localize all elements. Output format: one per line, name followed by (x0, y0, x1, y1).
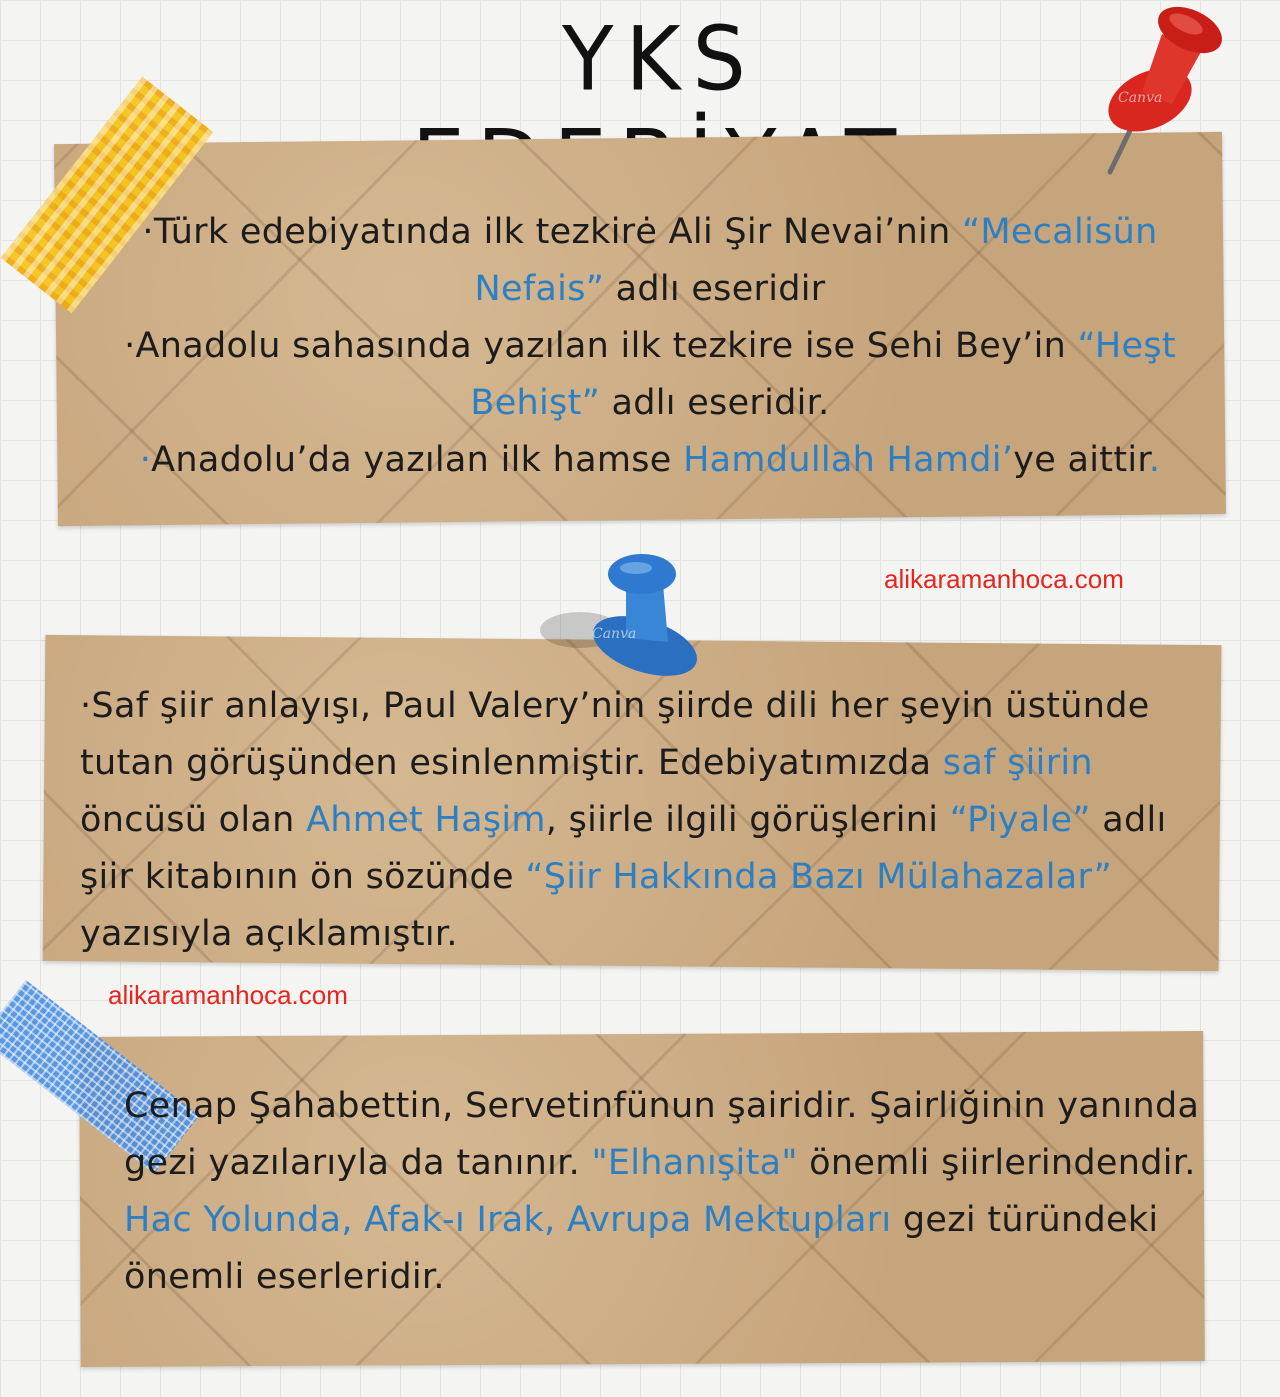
highlight-hest-behist: “Heşt Behişt” (470, 326, 1176, 423)
highlight-siir-hakkinda: “Şiir Hakkında Bazı Mülahazalar” (525, 857, 1113, 897)
highlight-ahmet-hasim: Ahmet Haşim (306, 800, 546, 840)
highlight-piyale: “Piyale” (949, 800, 1091, 840)
highlight-travel-works: Hac Yolunda, Afak-ı Irak, Avrupa Mektupları (124, 1200, 892, 1240)
push-pin-blue-icon (530, 546, 730, 686)
push-pin-red-icon (1090, 0, 1240, 180)
page-title: YKS (562, 7, 758, 111)
watermark-text-1: alikaramanhoca.com (884, 564, 1124, 594)
canva-mark-red: Canva (1118, 90, 1163, 106)
card-1-text (90, 204, 1210, 489)
highlight-elhanisita: "Elhanışita" (591, 1143, 798, 1183)
card-2-text: ·Saf şiir anlayışı, Paul Valery’nin şiirde dili her şeyin üstünde tutan görüşünden esinlenmiştir. Edebiyatımızda saf şiirin öncüsü olan Ahmet Haşim, şiirle ilgili görüşlerini “Piyale” adlı şiir kitabının ön sözünde “Şiir Hakkında Bazı Mülahazalar” yazısıyla açıklamıştır. (80, 686, 1167, 954)
canva-mark-blue: Canva (592, 626, 637, 642)
card-1-line-3: ·Anadolu’da yazılan ilk hamse Hamdullah Hamdi’ye aittir. (139, 440, 1161, 480)
card-3-text: Cenap Şahabettin, Servetinfünun şairidir. Şairliğinin yanında gezi yazılarıyla da tanınır. "Elhanışita" önemli şiirlerindendir. Hac Yolunda, Afak-ı Irak, Avrupa Mektupları gezi türündeki önemli eserleridir. (124, 1086, 1200, 1297)
highlight-hamdullah-hamdi: Hamdullah Hamdi’ (683, 440, 1014, 480)
card-1-line-1: ·Türk edebiyatında ilk tezkirė Ali Şir Nevai’nin “Mecalisün Nefais” adlı eseridir (142, 212, 1158, 309)
card-1-line-2: ·Anadolu sahasında yazılan ilk tezkire ise Sehi Bey’in “Heşt Behişt” adlı eseridir. (124, 326, 1176, 423)
watermark-text-2: alikaramanhoca.com (108, 980, 348, 1010)
highlight-mecalisun-nefais: “Mecalisün Nefais” (474, 212, 1158, 309)
highlight-saf-siirin: saf şiirin (942, 743, 1093, 783)
